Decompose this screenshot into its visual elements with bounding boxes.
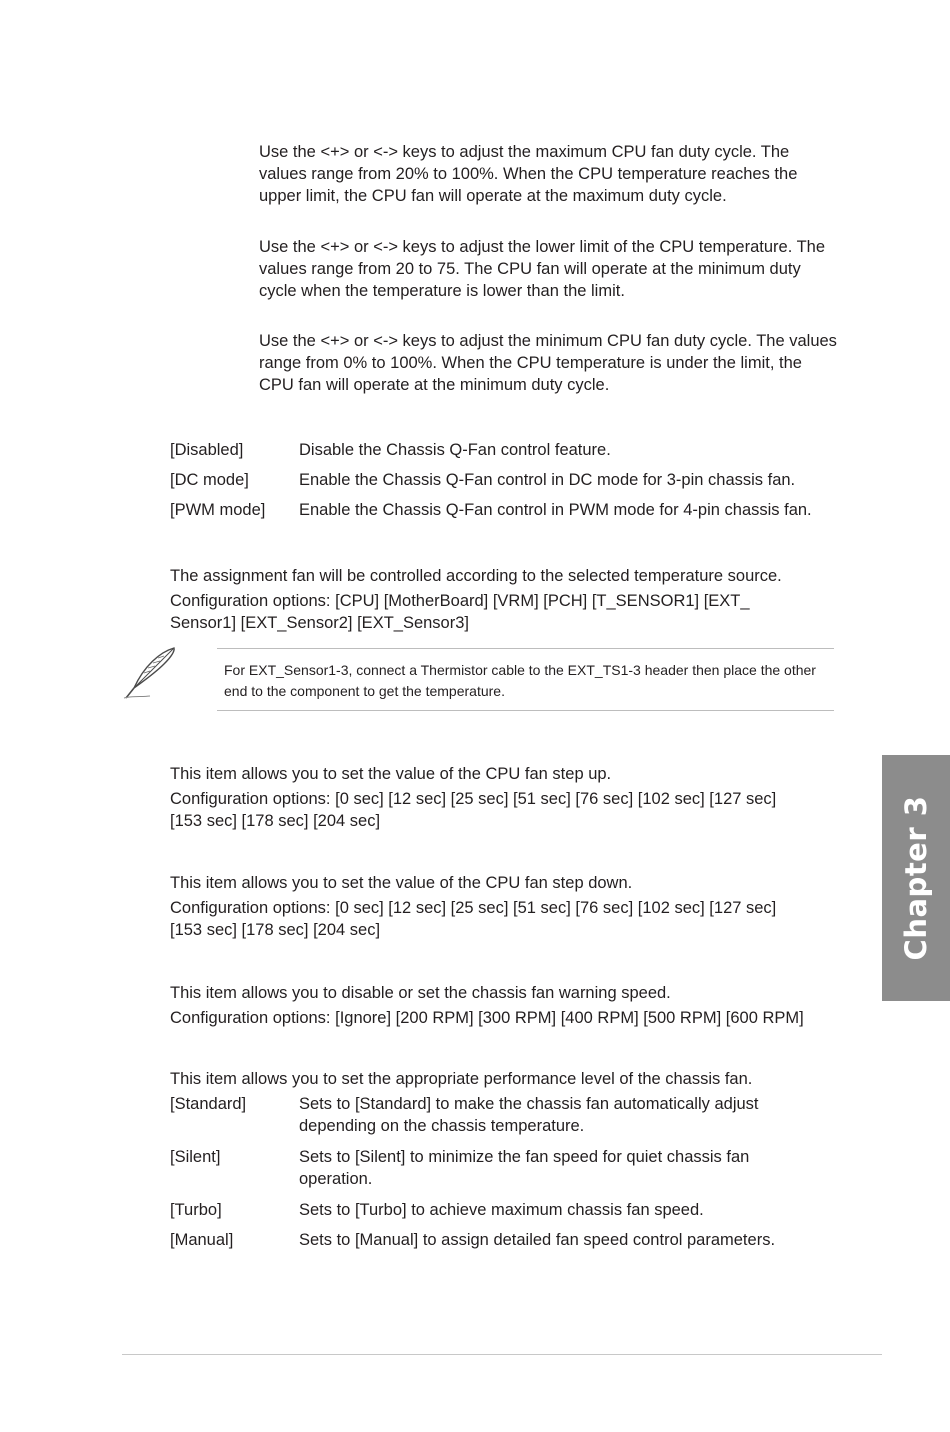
note-text: For EXT_Sensor1-3, connect a Thermistor cable to the EXT_TS1-3 header then place the other end to the component to get the temperature. xyxy=(224,662,816,699)
option-key: [Turbo] xyxy=(170,1201,222,1219)
cpu-lower-temp-desc: Use the <+> or <-> keys to adjust the lower limit of the CPU temperature. The values range from 20 to 75. The CPU fan will operate at the minimum duty cycle when the temperature is lower than the limit. xyxy=(259,238,826,300)
option-key: [Silent] xyxy=(170,1148,221,1166)
option-key: [Manual] xyxy=(170,1231,234,1249)
chapter-tab xyxy=(882,755,950,1001)
option-desc: Enable the Chassis Q-Fan control in PWM mode for 4-pin chassis fan. xyxy=(299,501,812,519)
note-box xyxy=(217,648,834,711)
option-key: [PWM mode] xyxy=(170,501,266,519)
option-key: [Disabled] xyxy=(170,441,244,459)
option-key: [Standard] xyxy=(170,1095,247,1113)
option-desc: Sets to [Silent] to minimize the fan speed for quiet chassis fan operation. xyxy=(299,1148,750,1188)
footer-rule xyxy=(122,1354,882,1355)
step-down-desc: This item allows you to set the value of the CPU fan step down. xyxy=(170,874,633,892)
option-desc: Sets to [Standard] to make the chassis fan automatically adjust depending on the chassis temperature. xyxy=(299,1095,759,1135)
option-desc: Enable the Chassis Q-Fan control in DC mode for 3-pin chassis fan. xyxy=(299,471,796,489)
fan-profile-desc: This item allows you to set the appropriate performance level of the chassis fan. xyxy=(170,1070,753,1088)
option-desc: Disable the Chassis Q-Fan control feature. xyxy=(299,441,611,459)
step-down-config: Configuration options: [0 sec] [12 sec] [25 sec] [51 sec] [76 sec] [102 sec] [127 sec] [153 sec] [178 sec] [204 sec] xyxy=(170,899,777,939)
temp-source-config: Configuration options: [CPU] [MotherBoard] [VRM] [PCH] [T_SENSOR1] [EXT_ Sensor1] [EXT_Sensor2] [EXT_Sensor3] xyxy=(170,592,750,632)
option-desc: Sets to [Turbo] to achieve maximum chassis fan speed. xyxy=(299,1201,704,1219)
step-up-desc: This item allows you to set the value of the CPU fan step up. xyxy=(170,765,612,783)
cpu-fan-max-duty-desc: Use the <+> or <-> keys to adjust the maximum CPU fan duty cycle. The values range from 20% to 100%. When the CPU temperature reaches the upper limit, the CPU fan will operate at the maximum duty cycle. xyxy=(259,143,798,205)
cpu-fan-min-duty-desc: Use the <+> or <-> keys to adjust the minimum CPU fan duty cycle. The values range from 0% to 100%. When the CPU temperature is under the limit, the CPU fan will operate at the minimum duty cycle. xyxy=(259,332,837,394)
warning-speed-desc: This item allows you to disable or set the chassis fan warning speed. xyxy=(170,984,671,1002)
step-up-config: Configuration options: [0 sec] [12 sec] [25 sec] [51 sec] [76 sec] [102 sec] [127 sec] [153 sec] [178 sec] [204 sec] xyxy=(170,790,777,830)
temp-source-desc: The assignment fan will be controlled according to the selected temperature source. xyxy=(170,567,782,585)
pen-feather-icon xyxy=(120,644,180,702)
chapter-label: Chapter 3 xyxy=(899,795,933,961)
option-desc: Sets to [Manual] to assign detailed fan speed control parameters. xyxy=(299,1231,776,1249)
option-key: [DC mode] xyxy=(170,471,249,489)
warning-speed-config: Configuration options: [Ignore] [200 RPM] [300 RPM] [400 RPM] [500 RPM] [600 RPM] xyxy=(170,1009,804,1027)
